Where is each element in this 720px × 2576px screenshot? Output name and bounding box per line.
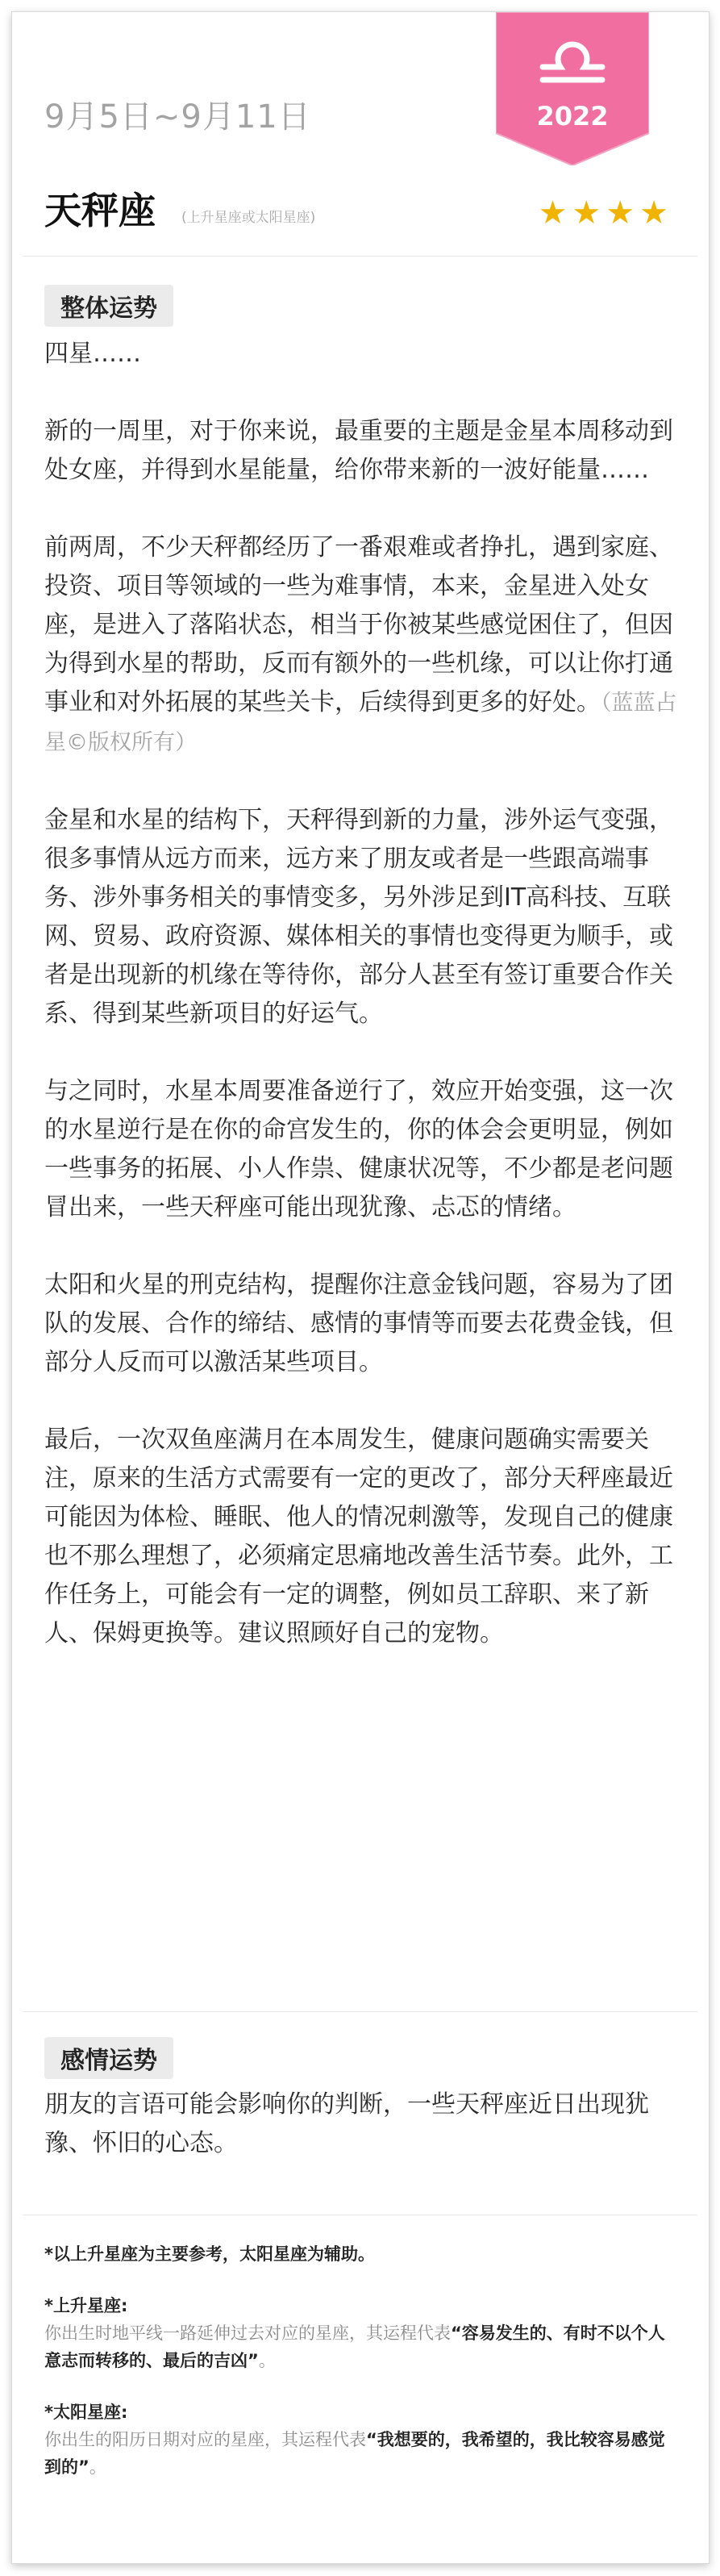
overall-p6: 太阳和火星的刑克结构，提醒你注意金钱问题，容易为了团队的发展、合作的缔结、感情的事情等而要去花费金钱，但部分人反而可以激活某些项目。 <box>44 1271 673 1376</box>
overall-p2: 新的一周里，对于你来说，最重要的主题是金星本周移动到处女座，并得到水星能量，给你带来新的一波好能量…… <box>44 417 673 484</box>
note-sun-head: *太阳星座: <box>44 2403 128 2422</box>
libra-badge <box>496 12 649 165</box>
note-main: *以上升星座为主要参考，太阳星座为辅助。 <box>44 2244 375 2264</box>
overall-p3 <box>44 528 678 762</box>
copyright-note: （蓝蓝占星©版权所有） <box>44 691 677 755</box>
overall-p5: 与之同时，水星本周要准备逆行了，效应开始变强，这一次的水星逆行是在你的命宫发生的，你的体会会更明显，例如一些事务的拓展、小人作祟、健康状况等，不少都是老问题冒出来，一些天秤座可能出现犹豫、忐忑的情绪。 <box>44 1077 673 1221</box>
note-asc-body: 你出生时地平线一路延伸过去对应的星座，其运程代表“容易发生的、有时不以个人意志而转移的、最后的吉凶”。 <box>44 2323 665 2370</box>
love-text <box>44 2085 678 2163</box>
overall-p7: 最后，一次双鱼座满月在本周发生，健康问题确实需要关注，原来的生活方式需要有一定的更改了，部分天秤座最近可能因为体检、睡眠、他人的情况刺激等，发现自己的健康也不那么理想了，必须痛定思痛地改善生活节奏。此外，工作任务上，可能会有一定的调整，例如员工辞职、来了新人、保姆更换等。建议照顾好自己的宠物。 <box>44 1426 673 1647</box>
title-row <box>44 182 673 238</box>
overall-p4: 金星和水星的结构下，天秤得到新的力量，涉外运气变强，很多事情从远方而来，远方来了朋友或者是一些跟高端事务、涉外事务相关的事情变多，另外涉足到IT高科技、互联网、贸易、政府资源、媒体相关的事情也变得更为顺手，或者是出现新的机缘在等待你，部分人甚至有签订重要合作关系、得到某些新项目的好运气。 <box>44 806 673 1028</box>
notes <box>44 2240 678 2481</box>
badge-year: 2022 <box>536 101 609 132</box>
divider <box>23 2011 697 2012</box>
rating-stars: ★★★★ <box>538 194 673 232</box>
note-asc-head: *上升星座: <box>44 2296 128 2315</box>
horoscope-card <box>11 11 710 2564</box>
overall-text <box>44 335 678 1653</box>
love-tag: 感情运势 <box>44 2037 173 2079</box>
sign-subtitle: (上升星座或太阳星座) <box>181 210 316 226</box>
date-range: 9月5日~9月11日 <box>44 98 311 136</box>
divider <box>23 256 697 257</box>
sign-title: 天秤座 <box>44 189 156 232</box>
overall-p3-text: 前两周，不少天秤都经历了一番艰难或者挣扎，遇到家庭、投资、项目等领域的一些为难事情，本来，金星进入处女座，是进入了落陷状态，相当于你被某些感觉困住了，但因为得到水星的帮助，反而有额外的一些机缘，可以让你打通事业和对外拓展的某些关卡，后续得到更多的好处。 <box>44 533 673 716</box>
overall-p1: 四星…… <box>44 340 141 368</box>
overall-tag: 整体运势 <box>44 285 173 327</box>
love-p1: 朋友的言语可能会影响你的判断，一些天秤座近日出现犹豫、怀旧的心态。 <box>44 2090 649 2157</box>
note-sun-body: 你出生的阳历日期对应的星座，其运程代表“我想要的，我希望的，我比较容易感觉到的”。 <box>44 2430 665 2477</box>
